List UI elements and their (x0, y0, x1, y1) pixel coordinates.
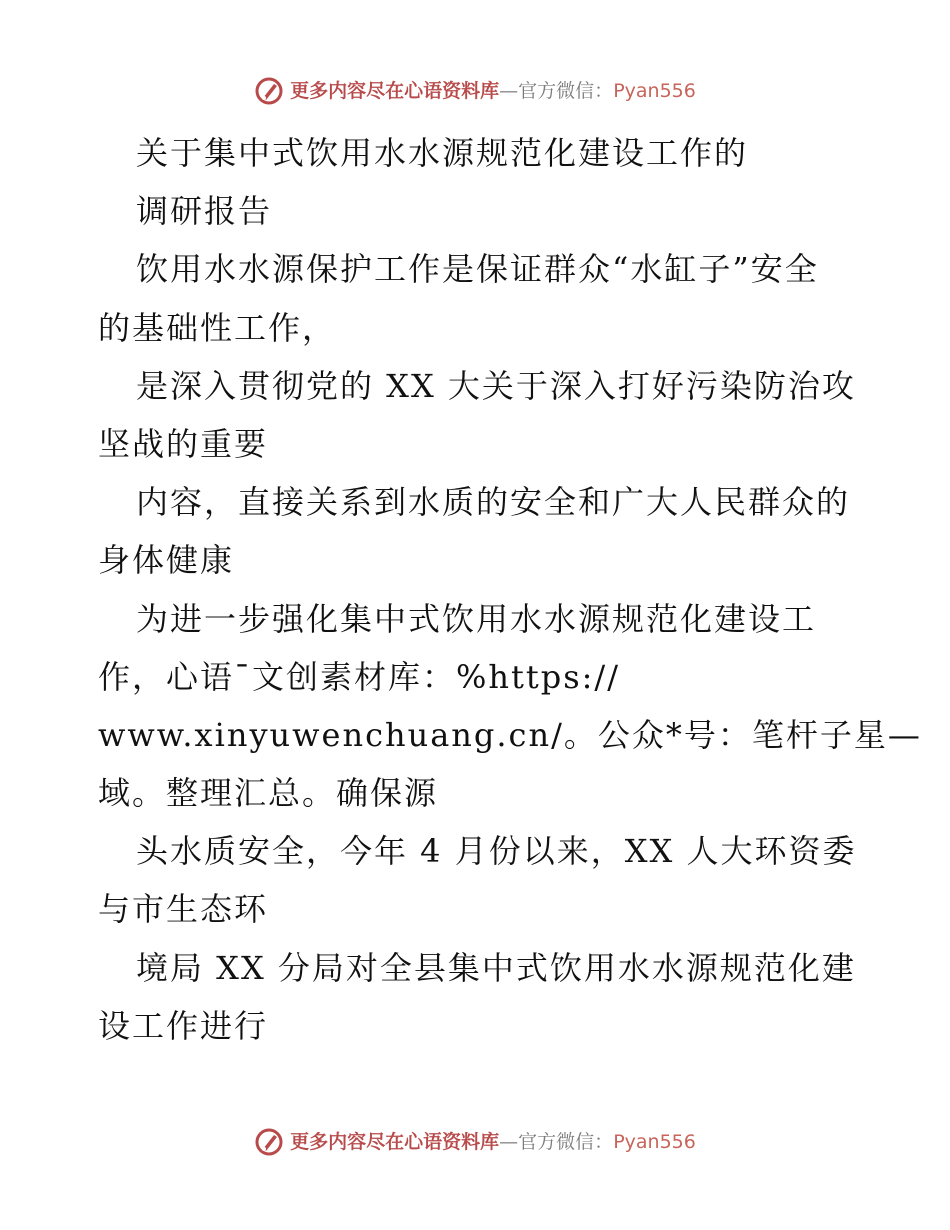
body-line: 头水质安全，今年 4 月份以来，XX 人大环资委 (136, 832, 857, 871)
banner-wechat-label: 官方微信： (518, 80, 614, 102)
body-line: 是深入贯彻党的 XX 大关于深入打好污染防治攻 (136, 366, 856, 405)
body-line: www.xinyuwenchuang.cn/。公众*号：笔杆子星— (98, 715, 922, 754)
banner-wechat-handle: Pyan556 (613, 80, 696, 102)
pen-circle-logo-icon (254, 76, 284, 106)
banner-wechat-handle: Pyan556 (613, 1131, 696, 1153)
banner-dash: — (499, 1131, 519, 1153)
body-line: 域。整理汇总。确保源 (98, 774, 439, 813)
footer-watermark-banner (0, 1127, 950, 1157)
body-line: 坚战的重要 (98, 424, 269, 463)
body-line: 设工作进行 (98, 1006, 269, 1045)
body-line: 与市生态环 (98, 890, 269, 929)
body-line: 身体健康 (98, 541, 235, 580)
pen-circle-logo-icon (254, 1127, 284, 1157)
body-line: 作，心语¯文创素材库：%https:// (98, 657, 620, 696)
body-line: 的基础性工作， (98, 308, 337, 347)
banner-wechat-label: 官方微信： (518, 1131, 614, 1153)
banner-dash: — (499, 80, 519, 102)
title-line-1: 关于集中式饮用水水源规范化建设工作的 (136, 134, 749, 172)
header-watermark-banner (0, 76, 950, 106)
body-line: 饮用水水源保护工作是保证群众“水缸子”安全 (136, 250, 819, 289)
document-body (98, 124, 922, 1055)
title-line-2: 调研报告 (136, 192, 273, 231)
banner-promo-text: 更多内容尽在心语资料库 (290, 80, 500, 102)
banner-promo-text: 更多内容尽在心语资料库 (290, 1131, 500, 1153)
body-line: 内容，直接关系到水质的安全和广大人民群众的 (136, 483, 851, 522)
body-line: 为进一步强化集中式饮用水水源规范化建设工 (136, 599, 817, 638)
body-line: 境局 XX 分局对全县集中式饮用水水源规范化建 (136, 948, 856, 987)
